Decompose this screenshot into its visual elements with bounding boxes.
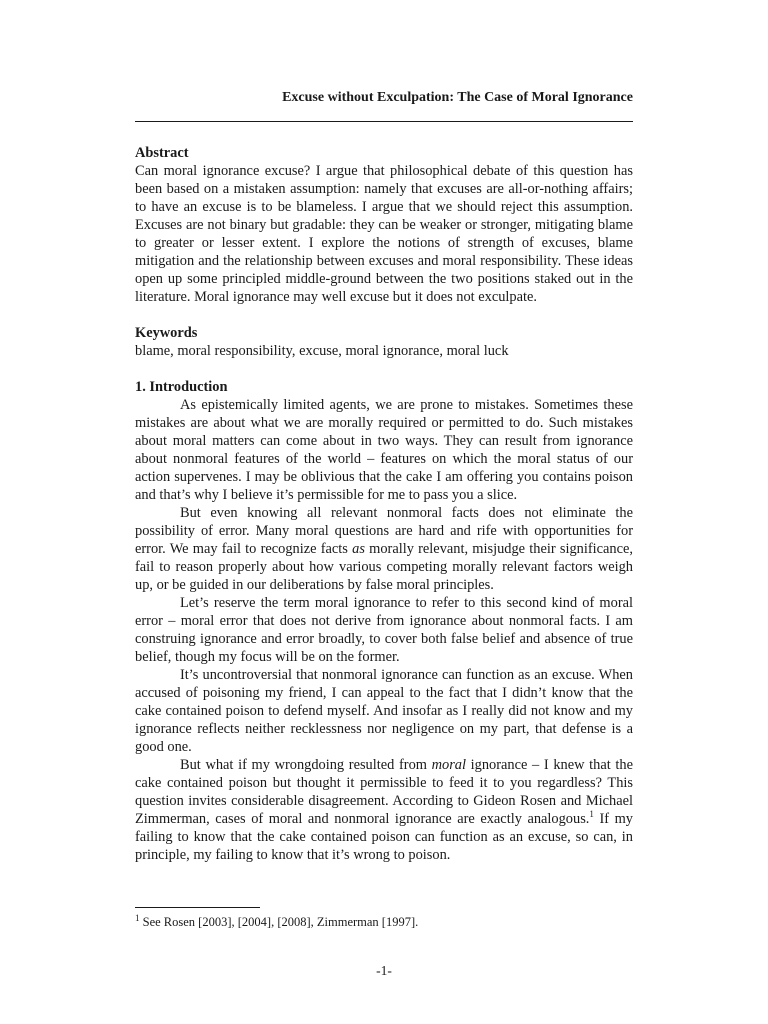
footnote-rule xyxy=(135,907,260,908)
abstract-text: Can moral ignorance excuse? I argue that philosophical debate of this question has been based on a mistaken assumption: namely that excuses are all-or-nothing affairs; to have an excuse is to be blameless. I argue that we should reject this assumption. Excuses are not binary but gradable: they can be weaker or stronger, mitigating blame to greater or lesser extent. I explore the notions of strength of excuses, blame mitigation and the relationship between excuses and moral responsibility. These ideas open up some principled middle-ground between the two positions staked out in the literature. Moral ignorance may well excuse but it does not exculpate. xyxy=(135,163,633,305)
running-title: Excuse without Exculpation: The Case of Moral Ignorance xyxy=(282,90,633,105)
paper-page xyxy=(135,0,633,1024)
intro-paragraph-3: Let’s reserve the term moral ignorance to refer to this second kind of moral error – moral error that does not derive from ignorance about nonmoral facts. I am construing ignorance and error broadly, to cover both false belief and absence of true belief, though my focus will be on the former. xyxy=(135,595,633,665)
keywords-heading: Keywords xyxy=(135,325,198,341)
intro-paragraph-5-part-a: But what if my wrongdoing resulted from xyxy=(180,757,432,773)
intro-paragraph-5-part-b: ignorance – I knew that the cake contained poison but thought it permissible to feed it to you regardless? This question invites considerable disagreement. According to Gideon Rosen and Michael Zimmerman, cases of moral and nonmoral ignorance are exactly analogous. xyxy=(135,757,633,827)
header-rule xyxy=(135,121,633,122)
page-number: -1- xyxy=(376,963,392,978)
footnote-text: See Rosen [2003], [2004], [2008], Zimmerman [1997]. xyxy=(139,915,419,929)
intro-paragraph-5-emphasis: moral xyxy=(431,757,466,773)
intro-paragraph-2-emphasis: as xyxy=(352,541,365,557)
intro-paragraph-2 xyxy=(135,504,633,594)
keywords-text: blame, moral responsibility, excuse, moral ignorance, moral luck xyxy=(135,343,509,359)
footnote-number: 1 xyxy=(135,912,140,923)
paper-body xyxy=(135,144,633,864)
spacer xyxy=(135,306,633,324)
intro-paragraph-1: As epistemically limited agents, we are prone to mistakes. Sometimes these mistakes are about what we are morally required or permitted to do. Such mistakes about moral matters can come about in two ways. They can result from ignorance about nonmoral features of the world – features on which the moral status of our action supervenes. I may be oblivious that the cake I am offering you contains poison and that’s why I believe it’s permissible for me to pass you a slice. xyxy=(135,397,633,503)
footnote-marker[interactable]: 1 xyxy=(589,809,594,820)
intro-paragraph-5 xyxy=(135,756,633,864)
abstract-heading: Abstract xyxy=(135,145,189,161)
intro-paragraph-5-part-c: If my failing to know that the cake contained poison can function as an excuse, so can, in principle, my failing to know that it’s wrong to poison. xyxy=(135,811,633,863)
intro-paragraph-2-part-b: morally relevant, misjudge their significance, fail to reason properly about how various competing morally relevant factors weigh up, or be guided in our deliberations by false moral principles. xyxy=(135,541,633,593)
spacer xyxy=(135,360,633,378)
intro-paragraph-4: It’s uncontroversial that nonmoral ignorance can function as an excuse. When accused of poisoning my friend, I can appeal to the fact that I didn’t know that the cake contained poison to defend myself. And insofar as I really did not know and my ignorance reflects neither recklessness nor negligence on my part, that defense is a good one. xyxy=(135,667,633,755)
intro-paragraph-2-part-a: But even knowing all relevant nonmoral facts does not eliminate the possibility of error. Many moral questions are hard and rife with opportunities for error. We may fail to recognize facts xyxy=(135,505,633,557)
section-heading-introduction: 1. Introduction xyxy=(135,379,228,395)
footnote xyxy=(135,912,419,930)
